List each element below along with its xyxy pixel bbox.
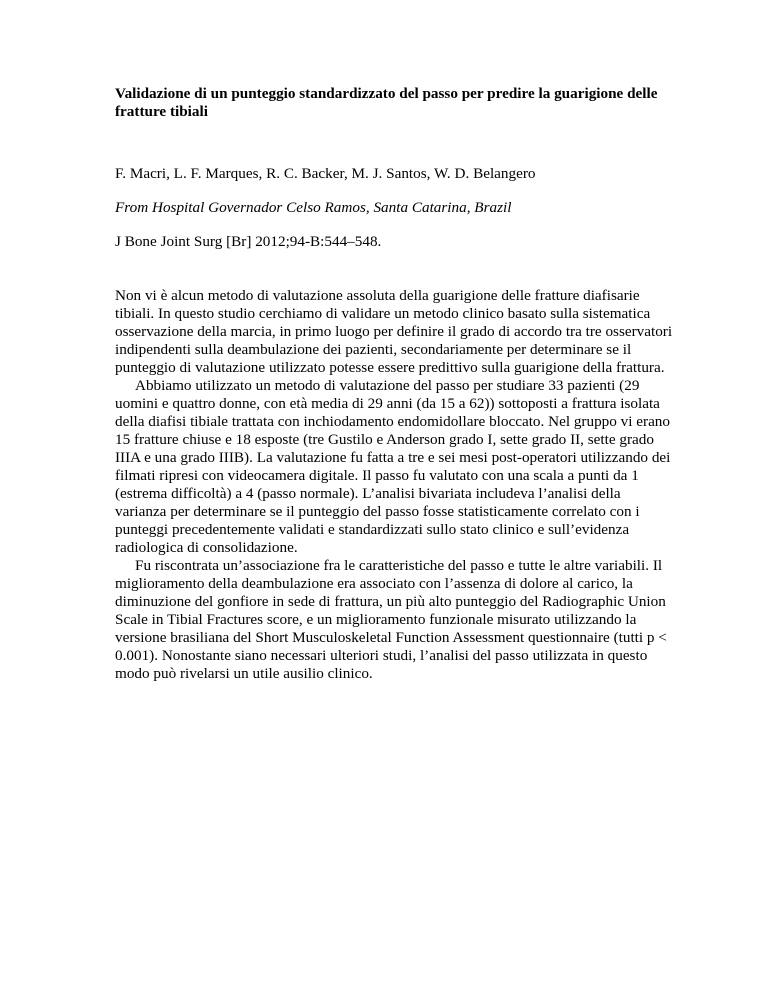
abstract-paragraph-3: Fu riscontrata un’associazione fra le caratteristiche del passo e tutte le altre variabili. Il miglioramento della deambulazione era associato con l’assenza di dolore al carico, la diminuzione del gonfiore in sede di frattura, un più alto punteggio del Radiographic Union Scale in Tibial Fractures score, e un miglioramento funzionale misurato utilizzando la versione brasiliana del Short Musculoskeletal Function Assessment questionnaire (tutti p < 0.001). Nonostante siano necessari ulteriori studi, l’analisi del passo utilizzata in questo modo può rivelarsi un utile ausilio clinico.: [115, 557, 667, 682]
journal-citation: J Bone Joint Surg [Br] 2012;94-B:544–548.: [115, 233, 382, 250]
author-list: F. Macri, L. F. Marques, R. C. Backer, M. J. Santos, W. D. Belangero: [115, 165, 536, 182]
author-affiliation: From Hospital Governador Celso Ramos, Santa Catarina, Brazil: [115, 199, 512, 216]
document-page: [115, 85, 675, 683]
abstract-paragraph-2: Abbiamo utilizzato un metodo di valutazione del passo per studiare 33 pazienti (29 uomini e quattro donne, con età media di 29 anni (da 15 a 62)) sottoposti a frattura isolata della diafisi tibiale trattata con inchiodamento endomidollare bloccato. Nel gruppo vi erano 15 fratture chiuse e 18 esposte (tre Gustilo e Anderson grado I, sette grado II, sette grado IIIA e una grado IIIB). La valutazione fu fatta a tre e sei mesi post-operatori utilizzando dei filmati ripresi con videocamera digitale. Il passo fu valutato con una scala a punti da 1 (estrema difficoltà) a 4 (passo normale). L’analisi bivariata includeva l’analisi della varianza per determinare se il punteggio del passo fosse statisticamente correlato con i punteggi precedentemente validati e standardizzati sullo stato clinico e sull’evidenza radiologica di consolidazione.: [115, 377, 671, 556]
document-title: Validazione di un punteggio standardizzato del passo per predire la guarigione delle fratture tibiali: [115, 85, 658, 120]
abstract-body: [115, 287, 675, 683]
abstract-paragraph-1: Non vi è alcun metodo di valutazione assoluta della guarigione delle fratture diafisarie tibiali. In questo studio cerchiamo di validare un metodo clinico basato sulla sistematica osservazione della marcia, in primo luogo per definire il grado di accordo tra tre osservatori indipendenti sulla deambulazione dei pazienti, secondariamente per determinare se il punteggio di valutazione utilizzato potesse essere predittivo sulla guarigione della frattura.: [115, 287, 673, 376]
